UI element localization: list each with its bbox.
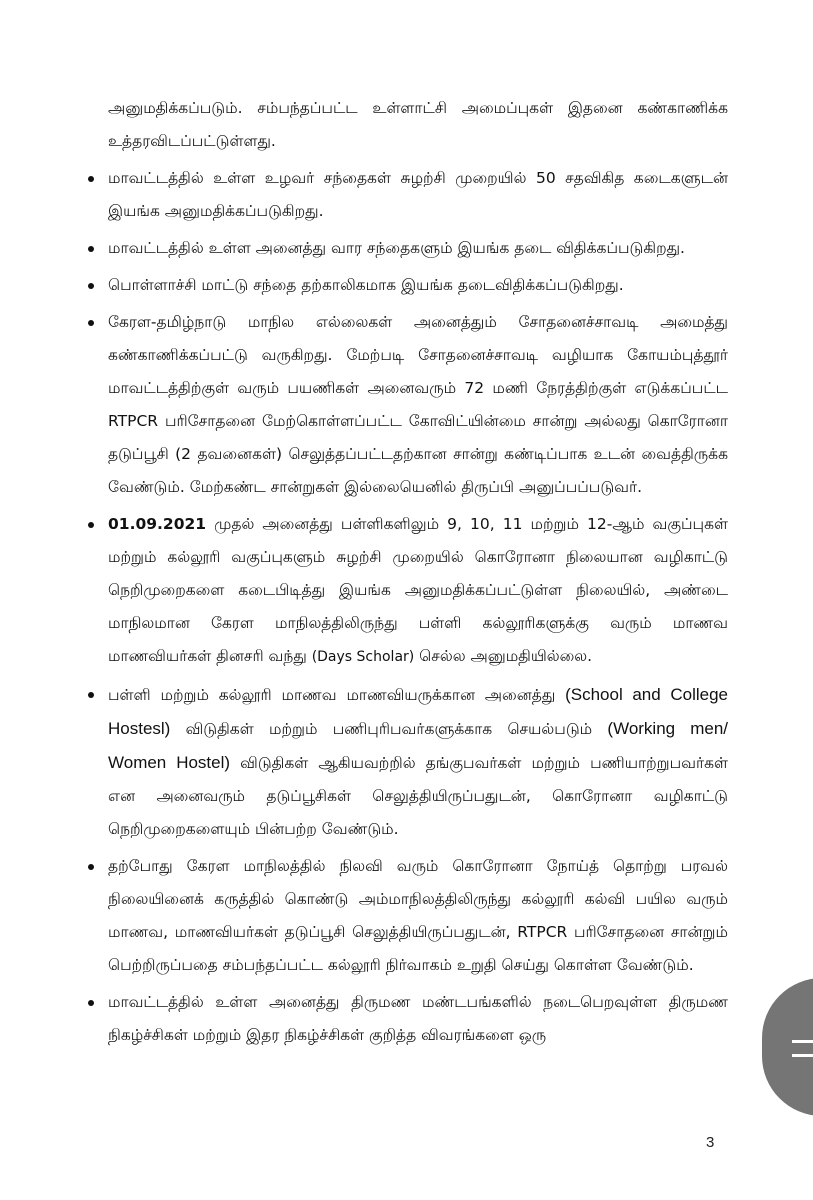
bullet-icon	[88, 246, 94, 252]
intro-paragraph: அனுமதிக்கப்படும். சம்பந்தப்பட்ட உள்ளாட்சி அமைப்புகள் இதனை கண்காணிக்க உத்தரவிடப்பட்டுள்ளது.	[108, 99, 728, 150]
list-item: மாவட்டத்தில் உள்ள அனைத்து திருமண மண்டபங்களில் நடைபெறவுள்ள திருமண நிகழ்ச்சிகள் மற்றும் இதர நிகழ்ச்சிகள் குறித்த விவரங்களை ஒரு	[88, 986, 728, 1052]
english-term: (Days Scholar)	[311, 649, 415, 665]
bullet-icon	[88, 522, 94, 528]
bullet-icon	[88, 176, 94, 182]
menu-line	[792, 1054, 813, 1057]
page-number: 3	[706, 1134, 715, 1151]
bullet-icon	[88, 864, 94, 870]
list-item: மாவட்டத்தில் உள்ள உழவர் சந்தைகள் சுழற்சி முறையில் 50 சதவிகித கடைகளுடன் இயங்க அனுமதிக்கப்படுகிறது.	[88, 162, 728, 228]
menu-line	[792, 1040, 813, 1043]
list-item: கேரள-தமிழ்நாடு மாநில எல்லைகள் அனைத்தும் சோதனைச்சாவடி அமைத்து கண்காணிக்கப்பட்டு வருகிறது. மேற்படி சோதனைச்சாவடி வழியாக கோயம்புத்தூர் மாவட்டத்திற்குள் வரும் பயணிகள் அனைவரும் 72 மணி நேரத்திற்குள் எடுக்கப்பட்ட RTPCR பரிசோதனை மேற்கொள்ளப்பட்ட கோவிட்யின்மை சான்று அல்லது கொரோனா தடுப்பூசி (2 தவனைகள்) செலுத்தப்பட்டதற்கான சான்று கண்டிப்பாக உடன் வைத்திருக்க வேண்டும். மேற்கண்ட சான்றுகள் இல்லையெனில் திருப்பி அனுப்பப்படுவர்.	[88, 306, 728, 504]
list-item: தற்போது கேரள மாநிலத்தில் நிலவி வரும் கொரோனா நோய்த் தொற்று பரவல் நிலையினைக் கருத்தில் கொண்டு அம்மாநிலத்திலிருந்து கல்லூரி கல்வி பயில வரும் மாணவ, மாணவியர்கள் தடுப்பூசி செலுத்தியிருப்பதுடன், RTPCR பரிசோதனை சான்றும் பெற்றிருப்பதை சம்பந்தப்பட்ட கல்லூரி நிர்வாகம் உறுதி செய்து கொள்ள வேண்டும்.	[88, 850, 728, 982]
list-item: மாவட்டத்தில் உள்ள அனைத்து வார சந்தைகளும் இயங்க தடை விதிக்கப்படுகிறது.	[88, 232, 728, 265]
english-term: (School and College Hostesl)	[108, 685, 728, 738]
bullet-icon	[88, 1000, 94, 1006]
bullet-icon	[88, 283, 94, 289]
document-body	[88, 92, 728, 1056]
effective-date: 01.09.2021	[108, 515, 207, 533]
list-item: பொள்ளாச்சி மாட்டு சந்தை தற்காலிகமாக இயங்க தடைவிதிக்கப்படுகிறது.	[88, 269, 728, 302]
bullet-icon	[88, 320, 94, 326]
menu-button[interactable]	[762, 978, 813, 1116]
list-item: 01.09.2021 முதல் அனைத்து பள்ளிகளிலும் 9, 10, 11 மற்றும் 12-ஆம் வகுப்புகள் மற்றும் கல்லூரி வகுப்புகளும் சுழற்சி முறையில் கொரோனா நிலையான வழிகாட்டு நெறிமுறைகளை கடைபிடித்து இயங்க அனுமதிக்கப்பட்டுள்ள நிலையில், அண்டை மாநிலமான கேரள மாநிலத்திலிருந்து பள்ளி கல்லூரிகளுக்கு வரும் மாணவ மாணவியர்கள் தினசரி வந்து (Days Scholar) செல்ல அனுமதியில்லை.	[88, 508, 728, 674]
bullet-icon	[88, 692, 94, 698]
list-item: பள்ளி மற்றும் கல்லூரி மாணவ மாணவியருக்கான அனைத்து (School and College Hostesl) விடுதிகள் மற்றும் பணிபுரிபவர்களுக்காக செயல்படும் (Working men/ Women Hostel) விடுதிகள் ஆகியவற்றில் தங்குபவர்கள் மற்றும் பணியாற்றுபவர்கள் என அனைவரும் தடுப்பூசிகள் செலுத்தியிருப்பதுடன், கொரோனா வழிகாட்டு நெறிமுறைகளையும் பின்பற்ற வேண்டும்.	[88, 678, 728, 846]
english-term: (Working men/ Women Hostel)	[108, 719, 728, 772]
